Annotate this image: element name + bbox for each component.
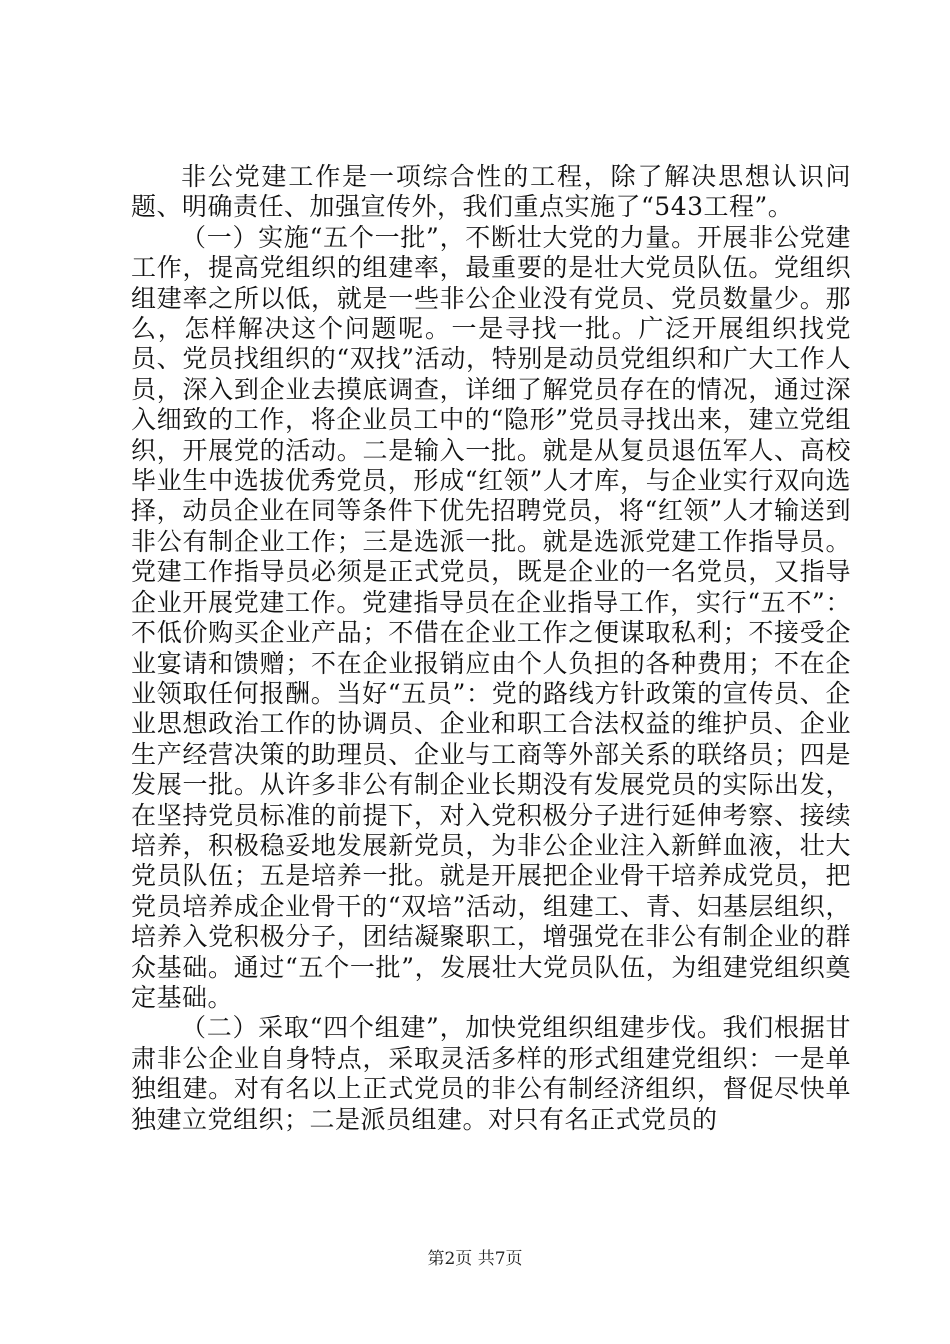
paragraph-intro: 非公党建工作是一项综合性的工程，除了解决思想认识问题、明确责任、加强宣传外，我们重点实施了“543工程”。 (131, 162, 851, 222)
paragraph-section-two: （二）采取“四个组建”，加快党组织组建步伐。我们根据甘肃非公企业自身特点，采取灵活多样的形式组建党组织：一是单独组建。对有名以上正式党员的非公有制经济组织，督促尽快单独建立党组织；二是派员组建。对只有名正式党员的 (131, 1013, 851, 1134)
page-footer: 第2页 共7页 (427, 1249, 523, 1269)
document-body (131, 162, 851, 1135)
paragraph-section-one: （一）实施“五个一批”，不断壮大党的力量。开展非公党建工作，提高党组织的组建率，最重要的是壮大党员队伍。党组织组建率之所以低，就是一些非公企业没有党员、党员数量少。那么，怎样解决这个问题呢。一是寻找一批。广泛开展组织找党员、党员找组织的“双找”活动，特别是动员党组织和广大工作人员，深入到企业去摸底调查，详细了解党员存在的情况，通过深入细致的工作，将企业员工中的“隐形”党员寻找出来，建立党组织，开展党的活动。二是输入一批。就是从复员退伍军人、高校毕业生中选拔优秀党员，形成“红领”人才库，与企业实行双向选择，动员企业在同等条件下优先招聘党员，将“红领”人才输送到非公有制企业工作；三是选派一批。就是选派党建工作指导员。党建工作指导员必须是正式党员，既是企业的一名党员，又指导企业开展党建工作。党建指导员在企业指导工作，实行“五不”：不低价购买企业产品；不借在企业工作之便谋取私利；不接受企业宴请和馈赠；不在企业报销应由个人负担的各种费用；不在企业领取任何报酬。当好“五员”：党的路线方针政策的宣传员、企业思想政治工作的协调员、企业和职工合法权益的维护员、企业生产经营决策的助理员、企业与工商等外部关系的联络员；四是发展一批。从许多非公有制企业长期没有发展党员的实际出发，在坚持党员标准的前提下，对入党积极分子进行延伸考察、接续培养，积极稳妥地发展新党员，为非公企业注入新鲜血液，壮大党员队伍；五是培养一批。就是开展把企业骨干培养成党员，把党员培养成企业骨干的“双培”活动，组建工、青、妇基层组织，培养入党积极分子，团结凝聚职工，增强党在非公有制企业的群众基础。通过“五个一批”，发展壮大党员队伍，为组建党组织奠定基础。 (131, 222, 851, 1012)
